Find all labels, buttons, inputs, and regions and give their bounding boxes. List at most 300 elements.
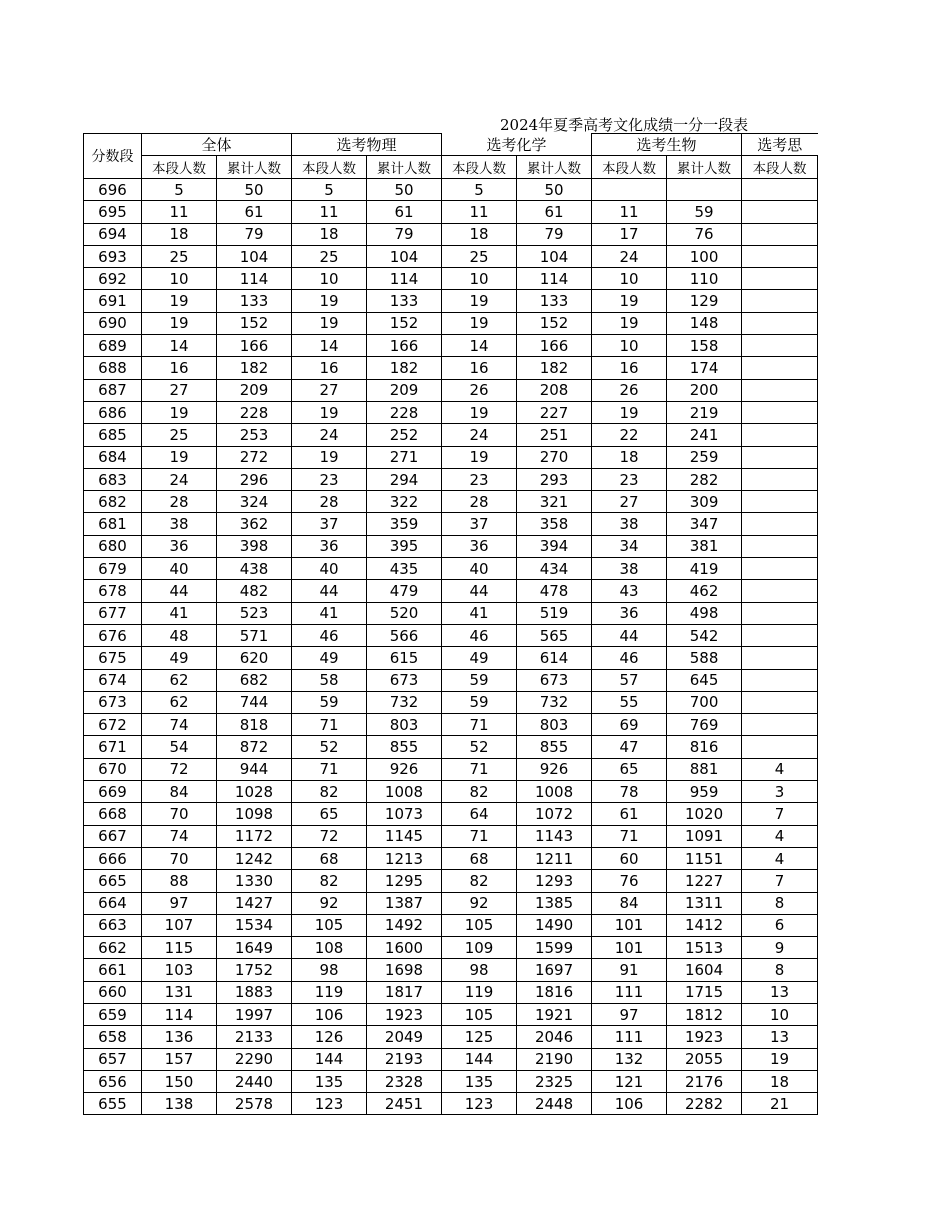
cell-all-cumulative: 744 [217,691,292,713]
cell-score: 655 [84,1093,142,1115]
cell-physics-segment: 40 [292,558,367,580]
cell-chemistry-cumulative: 1385 [517,892,592,914]
cell-politics-segment: 19 [742,1048,818,1070]
cell-all-cumulative: 253 [217,424,292,446]
cell-politics-segment: 10 [742,1003,818,1025]
cell-all-cumulative: 523 [217,602,292,624]
cell-biology-cumulative: 462 [667,580,742,602]
cell-physics-cumulative: 435 [367,558,442,580]
cell-all-segment: 97 [142,892,217,914]
cell-politics-segment [742,268,818,290]
cell-score: 659 [84,1003,142,1025]
table-row [84,1048,818,1070]
cell-physics-segment: 37 [292,513,367,535]
cell-biology-cumulative: 419 [667,558,742,580]
cell-physics-cumulative: 1145 [367,825,442,847]
cell-politics-segment [742,513,818,535]
cell-all-cumulative: 818 [217,714,292,736]
cell-biology-cumulative: 1311 [667,892,742,914]
cell-physics-cumulative: 2328 [367,1070,442,1092]
cell-physics-cumulative: 271 [367,446,442,468]
table-row [84,491,818,513]
cell-biology-cumulative: 1020 [667,803,742,825]
cell-politics-segment [742,424,818,446]
table-row [84,312,818,334]
cell-chemistry-cumulative: 293 [517,468,592,490]
cell-all-segment: 40 [142,558,217,580]
cell-chemistry-segment: 59 [442,691,517,713]
cell-score: 660 [84,981,142,1003]
cell-politics-segment [742,602,818,624]
cell-biology-segment: 61 [592,803,667,825]
cell-physics-segment: 72 [292,825,367,847]
cell-all-segment: 16 [142,357,217,379]
cell-biology-segment: 78 [592,781,667,803]
table-row [84,1003,818,1025]
cell-physics-cumulative: 1387 [367,892,442,914]
subheader-segment: 本段人数 [142,156,217,179]
cell-biology-cumulative: 645 [667,669,742,691]
cell-biology-cumulative: 1227 [667,870,742,892]
cell-all-cumulative: 2440 [217,1070,292,1092]
cell-physics-cumulative: 79 [367,223,442,245]
cell-all-cumulative: 228 [217,401,292,423]
cell-physics-segment: 108 [292,937,367,959]
cell-politics-segment [742,714,818,736]
cell-all-segment: 10 [142,268,217,290]
cell-biology-cumulative: 110 [667,268,742,290]
cell-physics-segment: 59 [292,691,367,713]
cell-politics-segment [742,647,818,669]
cell-score: 689 [84,335,142,357]
cell-all-cumulative: 2578 [217,1093,292,1115]
cell-biology-segment: 23 [592,468,667,490]
cell-biology-segment: 111 [592,981,667,1003]
cell-politics-segment [742,223,818,245]
table-row [84,424,818,446]
cell-all-cumulative: 1172 [217,825,292,847]
cell-all-segment: 41 [142,602,217,624]
cell-all-segment: 138 [142,1093,217,1115]
cell-politics-segment [742,379,818,401]
cell-biology-segment: 101 [592,937,667,959]
cell-chemistry-cumulative: 1816 [517,981,592,1003]
cell-chemistry-cumulative: 182 [517,357,592,379]
cell-physics-cumulative: 104 [367,245,442,267]
score-column-header: 分数段 [84,134,142,179]
cell-physics-segment: 135 [292,1070,367,1092]
cell-biology-cumulative: 174 [667,357,742,379]
cell-physics-segment: 23 [292,468,367,490]
cell-physics-cumulative: 182 [367,357,442,379]
cell-score: 676 [84,624,142,646]
table-row [84,647,818,669]
cell-score: 687 [84,379,142,401]
cell-chemistry-cumulative: 133 [517,290,592,312]
cell-all-segment: 11 [142,201,217,223]
cell-biology-cumulative: 959 [667,781,742,803]
cell-physics-cumulative: 855 [367,736,442,758]
cell-physics-cumulative: 615 [367,647,442,669]
cell-chemistry-segment: 19 [442,290,517,312]
cell-physics-cumulative: 2451 [367,1093,442,1115]
cell-physics-segment: 68 [292,847,367,869]
cell-biology-segment: 27 [592,491,667,513]
table-row [84,290,818,312]
cell-chemistry-segment: 59 [442,669,517,691]
header-row-subcolumns [84,156,818,179]
cell-biology-cumulative: 381 [667,535,742,557]
cell-biology-segment: 97 [592,1003,667,1025]
cell-score: 670 [84,758,142,780]
cell-chemistry-segment: 64 [442,803,517,825]
cell-all-segment: 70 [142,803,217,825]
cell-politics-segment: 13 [742,981,818,1003]
cell-chemistry-segment: 46 [442,624,517,646]
cell-chemistry-segment: 28 [442,491,517,513]
cell-biology-segment: 106 [592,1093,667,1115]
cell-biology-cumulative: 700 [667,691,742,713]
cell-biology-segment: 24 [592,245,667,267]
cell-politics-segment [742,245,818,267]
cell-score: 658 [84,1026,142,1048]
table-row [84,245,818,267]
cell-all-cumulative: 79 [217,223,292,245]
table-row [84,513,818,535]
cell-physics-segment: 71 [292,758,367,780]
cell-biology-segment: 91 [592,959,667,981]
cell-all-cumulative: 50 [217,179,292,201]
cell-biology-segment: 57 [592,669,667,691]
cell-biology-cumulative: 309 [667,491,742,513]
cell-physics-cumulative: 1698 [367,959,442,981]
cell-chemistry-cumulative: 565 [517,624,592,646]
cell-biology-segment: 26 [592,379,667,401]
cell-politics-segment [742,691,818,713]
cell-biology-segment [592,179,667,201]
cell-chemistry-cumulative: 732 [517,691,592,713]
cell-score: 662 [84,937,142,959]
cell-all-segment: 54 [142,736,217,758]
table-row [84,736,818,758]
cell-all-cumulative: 2290 [217,1048,292,1070]
cell-all-segment: 38 [142,513,217,535]
cell-politics-segment: 4 [742,825,818,847]
cell-biology-cumulative: 219 [667,401,742,423]
cell-all-cumulative: 324 [217,491,292,513]
cell-politics-segment [742,624,818,646]
cell-biology-segment: 44 [592,624,667,646]
cell-all-cumulative: 398 [217,535,292,557]
cell-physics-segment: 19 [292,312,367,334]
cell-physics-segment: 119 [292,981,367,1003]
cell-chemistry-cumulative: 79 [517,223,592,245]
cell-all-cumulative: 1427 [217,892,292,914]
cell-score: 678 [84,580,142,602]
cell-all-cumulative: 1028 [217,781,292,803]
table-row [84,535,818,557]
cell-politics-segment: 7 [742,803,818,825]
cell-score: 657 [84,1048,142,1070]
cell-biology-segment: 76 [592,870,667,892]
cell-all-segment: 19 [142,290,217,312]
cell-score: 680 [84,535,142,557]
cell-physics-segment: 28 [292,491,367,513]
cell-score: 675 [84,647,142,669]
subheader-cumulative: 累计人数 [217,156,292,179]
cell-score: 663 [84,914,142,936]
cell-biology-segment: 19 [592,401,667,423]
cell-chemistry-segment: 36 [442,535,517,557]
cell-all-segment: 131 [142,981,217,1003]
cell-politics-segment [742,312,818,334]
cell-chemistry-cumulative: 673 [517,669,592,691]
table-row [84,825,818,847]
cell-physics-segment: 19 [292,290,367,312]
cell-all-segment: 36 [142,535,217,557]
cell-chemistry-cumulative: 1211 [517,847,592,869]
cell-physics-segment: 16 [292,357,367,379]
cell-physics-cumulative: 803 [367,714,442,736]
table-row [84,1093,818,1115]
cell-physics-segment: 46 [292,624,367,646]
cell-biology-cumulative: 158 [667,335,742,357]
cell-score: 693 [84,245,142,267]
cell-physics-segment: 18 [292,223,367,245]
cell-all-segment: 74 [142,825,217,847]
cell-all-segment: 88 [142,870,217,892]
cell-all-segment: 24 [142,468,217,490]
cell-chemistry-cumulative: 251 [517,424,592,446]
cell-chemistry-segment: 16 [442,357,517,379]
cell-physics-segment: 14 [292,335,367,357]
cell-chemistry-cumulative: 270 [517,446,592,468]
cell-score: 692 [84,268,142,290]
cell-all-cumulative: 1649 [217,937,292,959]
cell-biology-cumulative: 588 [667,647,742,669]
cell-physics-segment: 105 [292,914,367,936]
cell-chemistry-segment: 23 [442,468,517,490]
cell-politics-segment: 4 [742,758,818,780]
cell-all-cumulative: 133 [217,290,292,312]
cell-chemistry-segment: 37 [442,513,517,535]
cell-biology-cumulative: 2176 [667,1070,742,1092]
cell-biology-segment: 22 [592,424,667,446]
cell-all-segment: 150 [142,1070,217,1092]
cell-physics-cumulative: 1600 [367,937,442,959]
cell-politics-segment [742,290,818,312]
cell-all-segment: 49 [142,647,217,669]
cell-biology-cumulative: 542 [667,624,742,646]
cell-biology-segment: 111 [592,1026,667,1048]
cell-chemistry-cumulative: 614 [517,647,592,669]
table-row [84,201,818,223]
cell-politics-segment [742,335,818,357]
cell-chemistry-segment: 125 [442,1026,517,1048]
cell-politics-segment: 4 [742,847,818,869]
cell-biology-segment: 11 [592,201,667,223]
cell-physics-cumulative: 166 [367,335,442,357]
cell-physics-cumulative: 2049 [367,1026,442,1048]
cell-all-cumulative: 1752 [217,959,292,981]
cell-all-segment: 27 [142,379,217,401]
cell-physics-segment: 65 [292,803,367,825]
subheader-cumulative: 累计人数 [667,156,742,179]
cell-score: 681 [84,513,142,535]
cell-chemistry-segment: 71 [442,714,517,736]
cell-chemistry-cumulative: 926 [517,758,592,780]
subheader-segment: 本段人数 [442,156,517,179]
cell-chemistry-segment: 26 [442,379,517,401]
cell-physics-segment: 144 [292,1048,367,1070]
cell-physics-cumulative: 50 [367,179,442,201]
cell-biology-cumulative: 347 [667,513,742,535]
table-title: 2024年夏季高考文化成绩一分一段表 [500,116,749,134]
cell-all-cumulative: 1330 [217,870,292,892]
cell-chemistry-segment: 19 [442,446,517,468]
cell-physics-segment: 27 [292,379,367,401]
cell-politics-segment [742,558,818,580]
cell-score: 690 [84,312,142,334]
table-row [84,401,818,423]
cell-all-segment: 25 [142,245,217,267]
cell-biology-cumulative: 881 [667,758,742,780]
cell-politics-segment: 21 [742,1093,818,1115]
cell-politics-segment [742,357,818,379]
cell-all-cumulative: 2133 [217,1026,292,1048]
cell-physics-segment: 126 [292,1026,367,1048]
cell-biology-cumulative: 1151 [667,847,742,869]
cell-physics-segment: 49 [292,647,367,669]
table-row [84,357,818,379]
cell-physics-segment: 98 [292,959,367,981]
cell-biology-cumulative: 1091 [667,825,742,847]
cell-chemistry-cumulative: 1293 [517,870,592,892]
cell-biology-cumulative: 148 [667,312,742,334]
cell-physics-cumulative: 395 [367,535,442,557]
cell-chemistry-segment: 135 [442,1070,517,1092]
cell-politics-segment: 18 [742,1070,818,1092]
cell-chemistry-cumulative: 321 [517,491,592,513]
cell-score: 668 [84,803,142,825]
table-row [84,758,818,780]
table-row [84,870,818,892]
cell-all-cumulative: 166 [217,335,292,357]
cell-chemistry-cumulative: 166 [517,335,592,357]
cell-physics-segment: 41 [292,602,367,624]
cell-score: 679 [84,558,142,580]
cell-chemistry-cumulative: 2046 [517,1026,592,1048]
cell-all-cumulative: 944 [217,758,292,780]
cell-score: 666 [84,847,142,869]
cell-chemistry-cumulative: 152 [517,312,592,334]
cell-physics-cumulative: 1817 [367,981,442,1003]
cell-physics-cumulative: 1923 [367,1003,442,1025]
cell-biology-cumulative: 2055 [667,1048,742,1070]
cell-chemistry-cumulative: 478 [517,580,592,602]
cell-score: 661 [84,959,142,981]
cell-physics-segment: 44 [292,580,367,602]
cell-biology-segment: 101 [592,914,667,936]
cell-all-cumulative: 571 [217,624,292,646]
cell-physics-segment: 24 [292,424,367,446]
table-row [84,892,818,914]
cell-physics-segment: 82 [292,870,367,892]
cell-physics-segment: 52 [292,736,367,758]
cell-chemistry-cumulative: 2325 [517,1070,592,1092]
cell-biology-segment: 69 [592,714,667,736]
cell-all-cumulative: 872 [217,736,292,758]
cell-all-segment: 48 [142,624,217,646]
cell-biology-segment: 46 [592,647,667,669]
cell-all-segment: 74 [142,714,217,736]
cell-physics-cumulative: 1008 [367,781,442,803]
table-row [84,179,818,201]
cell-biology-cumulative: 769 [667,714,742,736]
cell-biology-cumulative: 1812 [667,1003,742,1025]
cell-all-segment: 107 [142,914,217,936]
cell-physics-cumulative: 520 [367,602,442,624]
cell-all-cumulative: 682 [217,669,292,691]
cell-biology-segment: 132 [592,1048,667,1070]
cell-chemistry-cumulative: 1072 [517,803,592,825]
cell-score: 694 [84,223,142,245]
cell-chemistry-cumulative: 114 [517,268,592,290]
cell-biology-cumulative: 129 [667,290,742,312]
cell-chemistry-cumulative: 358 [517,513,592,535]
cell-chemistry-segment: 82 [442,870,517,892]
cell-all-cumulative: 438 [217,558,292,580]
subheader-cumulative: 累计人数 [367,156,442,179]
cell-politics-segment: 7 [742,870,818,892]
group-header-politics: 选考思 [742,134,818,156]
cell-chemistry-segment: 109 [442,937,517,959]
cell-physics-segment: 82 [292,781,367,803]
cell-chemistry-segment: 71 [442,758,517,780]
table-row [84,446,818,468]
table-row [84,803,818,825]
cell-physics-cumulative: 673 [367,669,442,691]
table-row [84,624,818,646]
cell-physics-cumulative: 133 [367,290,442,312]
cell-biology-segment: 10 [592,335,667,357]
cell-all-segment: 136 [142,1026,217,1048]
cell-politics-segment: 6 [742,914,818,936]
cell-all-cumulative: 1242 [217,847,292,869]
cell-chemistry-segment: 123 [442,1093,517,1115]
subheader-segment: 本段人数 [592,156,667,179]
cell-chemistry-cumulative: 1599 [517,937,592,959]
cell-biology-cumulative: 259 [667,446,742,468]
cell-all-cumulative: 272 [217,446,292,468]
cell-all-segment: 5 [142,179,217,201]
cell-chemistry-cumulative: 1490 [517,914,592,936]
cell-physics-cumulative: 322 [367,491,442,513]
cell-chemistry-segment: 44 [442,580,517,602]
cell-biology-cumulative: 1412 [667,914,742,936]
cell-chemistry-segment: 119 [442,981,517,1003]
group-header-all: 全体 [142,134,292,156]
table-row [84,714,818,736]
cell-all-segment: 18 [142,223,217,245]
cell-chemistry-segment: 98 [442,959,517,981]
cell-score: 686 [84,401,142,423]
cell-chemistry-segment: 19 [442,312,517,334]
cell-chemistry-segment: 52 [442,736,517,758]
cell-all-segment: 62 [142,691,217,713]
cell-chemistry-segment: 10 [442,268,517,290]
cell-politics-segment [742,401,818,423]
